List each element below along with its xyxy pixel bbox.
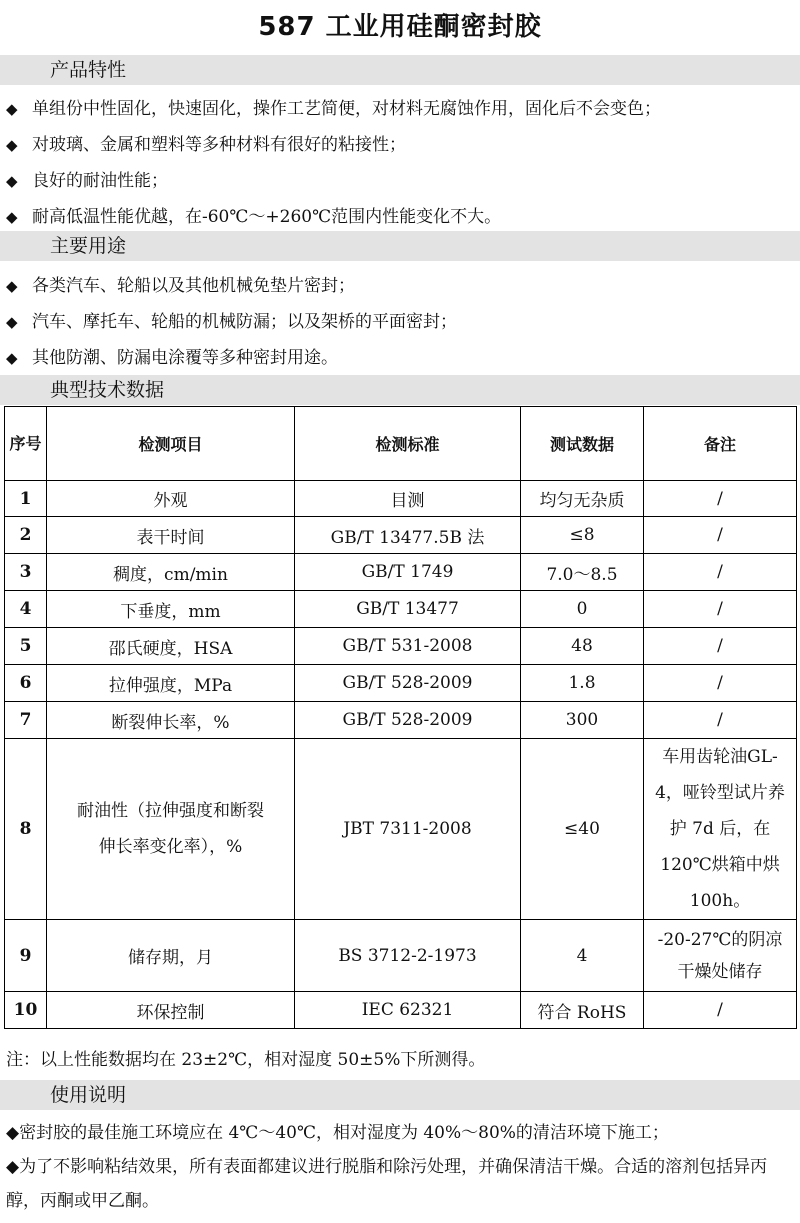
diamond-bullet-icon: ◆ (6, 313, 18, 331)
diamond-bullet-icon: ◆ (6, 1123, 20, 1143)
cell-item: 稠度，cm/min (47, 554, 295, 591)
section-header-tech (0, 375, 800, 405)
cell-standard: BS 3712-2-1973 (295, 920, 521, 992)
cell-no: 10 (5, 992, 47, 1029)
header-no: 序号 (5, 407, 47, 481)
cell-item: 拉伸强度，MPa (47, 665, 295, 702)
cell-no: 3 (5, 554, 47, 591)
cell-data: ≤40 (521, 739, 644, 920)
cell-no: 1 (5, 481, 47, 517)
cell-standard: JBT 7311-2008 (295, 739, 521, 920)
cell-item: 表干时间 (47, 517, 295, 554)
cell-data: ≤8 (521, 517, 644, 554)
cell-no: 9 (5, 920, 47, 992)
page-title: 587 工业用硅酮密封胶 (258, 12, 542, 42)
section-header-uses (0, 231, 800, 261)
diamond-bullet-icon: ◆ (6, 136, 18, 154)
usage-item: ◆密封胶的最佳施工环境应在 4℃～40℃，相对湿度为 40%～80%的清洁环境下施工； (6, 1123, 669, 1143)
cell-remark: / (644, 517, 797, 554)
section-title: 使用说明 (50, 1084, 127, 1106)
list-item: ◆ 耐高低温性能优越，在-60℃～+260℃范围内性能变化不大。 (6, 207, 502, 227)
table-row (5, 517, 797, 554)
table-row (5, 702, 797, 739)
cell-data: 1.8 (521, 665, 644, 702)
header-item: 检测项目 (47, 407, 295, 481)
cell-data: 均匀无杂质 (521, 481, 644, 517)
cell-remark: 车用齿轮油GL-4，哑铃型试片养护 7d 后，在 120℃烘箱中烘 100h。 (644, 739, 797, 920)
cell-standard: 目测 (295, 481, 521, 517)
diamond-bullet-icon: ◆ (6, 208, 18, 226)
diamond-bullet-icon: ◆ (6, 100, 18, 118)
diamond-bullet-icon: ◆ (6, 349, 18, 367)
cell-standard: GB/T 13477.5B 法 (295, 517, 521, 554)
table-row (5, 739, 797, 920)
test-conditions-note: 注：以上性能数据均在 23±2℃，相对湿度 50±5%下所测得。 (6, 1050, 486, 1070)
table-row (5, 628, 797, 665)
list-item: ◆ 汽车、摩托车、轮船的机械防漏；以及架桥的平面密封； (6, 312, 457, 332)
diamond-bullet-icon: ◆ (6, 1157, 20, 1177)
list-item: ◆ 各类汽车、轮船以及其他机械免垫片密封； (6, 276, 355, 296)
cell-no: 8 (5, 739, 47, 920)
section-header-features (0, 55, 800, 85)
diamond-bullet-icon: ◆ (6, 277, 18, 295)
cell-standard: GB/T 13477 (295, 591, 521, 628)
table-row (5, 665, 797, 702)
table-row (5, 920, 797, 992)
cell-standard: IEC 62321 (295, 992, 521, 1029)
cell-remark: / (644, 481, 797, 517)
cell-no: 6 (5, 665, 47, 702)
section-header-usage (0, 1080, 800, 1110)
header-data: 测试数据 (521, 407, 644, 481)
cell-standard: GB/T 531-2008 (295, 628, 521, 665)
list-item: ◆ 良好的耐油性能； (6, 171, 168, 191)
cell-remark: / (644, 992, 797, 1029)
cell-data: 4 (521, 920, 644, 992)
list-item: ◆ 其他防潮、防漏电涂覆等多种密封用途。 (6, 348, 338, 368)
cell-no: 7 (5, 702, 47, 739)
table-row (5, 481, 797, 517)
cell-no: 4 (5, 591, 47, 628)
table-row (5, 591, 797, 628)
list-item: ◆ 对玻璃、金属和塑料等多种材料有很好的粘接性； (6, 135, 406, 155)
cell-item: 邵氏硬度，HSA (47, 628, 295, 665)
cell-standard: GB/T 528-2009 (295, 702, 521, 739)
cell-data: 300 (521, 702, 644, 739)
cell-item: 断裂伸长率，% (47, 702, 295, 739)
cell-no: 2 (5, 517, 47, 554)
cell-data: 7.0～8.5 (521, 554, 644, 591)
cell-remark: / (644, 554, 797, 591)
cell-data: 0 (521, 591, 644, 628)
cell-standard: GB/T 528-2009 (295, 665, 521, 702)
header-remark: 备注 (644, 407, 797, 481)
cell-item: 耐油性（拉伸强度和断裂伸长率变化率），% (47, 739, 295, 920)
cell-item: 环保控制 (47, 992, 295, 1029)
header-standard: 检测标准 (295, 407, 521, 481)
cell-item: 储存期，月 (47, 920, 295, 992)
cell-remark: / (644, 702, 797, 739)
cell-remark: / (644, 665, 797, 702)
table-row (5, 554, 797, 591)
table-header-row (5, 407, 797, 481)
usage-item: ◆为了不影响粘结效果，所有表面都建议进行脱脂和除污处理，并确保清洁干燥。合适的溶剂包括异丙醇，丙酮或甲乙酮。 (6, 1157, 768, 1211)
section-title: 典型技术数据 (50, 379, 165, 401)
section-title: 主要用途 (50, 235, 127, 257)
cell-item: 下垂度，mm (47, 591, 295, 628)
cell-data: 48 (521, 628, 644, 665)
cell-remark: -20-27℃的阴凉干燥处储存 (644, 920, 797, 992)
table-row (5, 992, 797, 1029)
cell-data: 符合 RoHS (521, 992, 644, 1029)
list-item: ◆ 单组份中性固化，快速固化，操作工艺简便，对材料无腐蚀作用，固化后不会变色； (6, 99, 661, 119)
cell-remark: / (644, 591, 797, 628)
tech-data-table (4, 406, 797, 1029)
cell-standard: GB/T 1749 (295, 554, 521, 591)
cell-item: 外观 (47, 481, 295, 517)
cell-remark: / (644, 628, 797, 665)
section-title: 产品特性 (50, 59, 127, 81)
cell-no: 5 (5, 628, 47, 665)
diamond-bullet-icon: ◆ (6, 172, 18, 190)
